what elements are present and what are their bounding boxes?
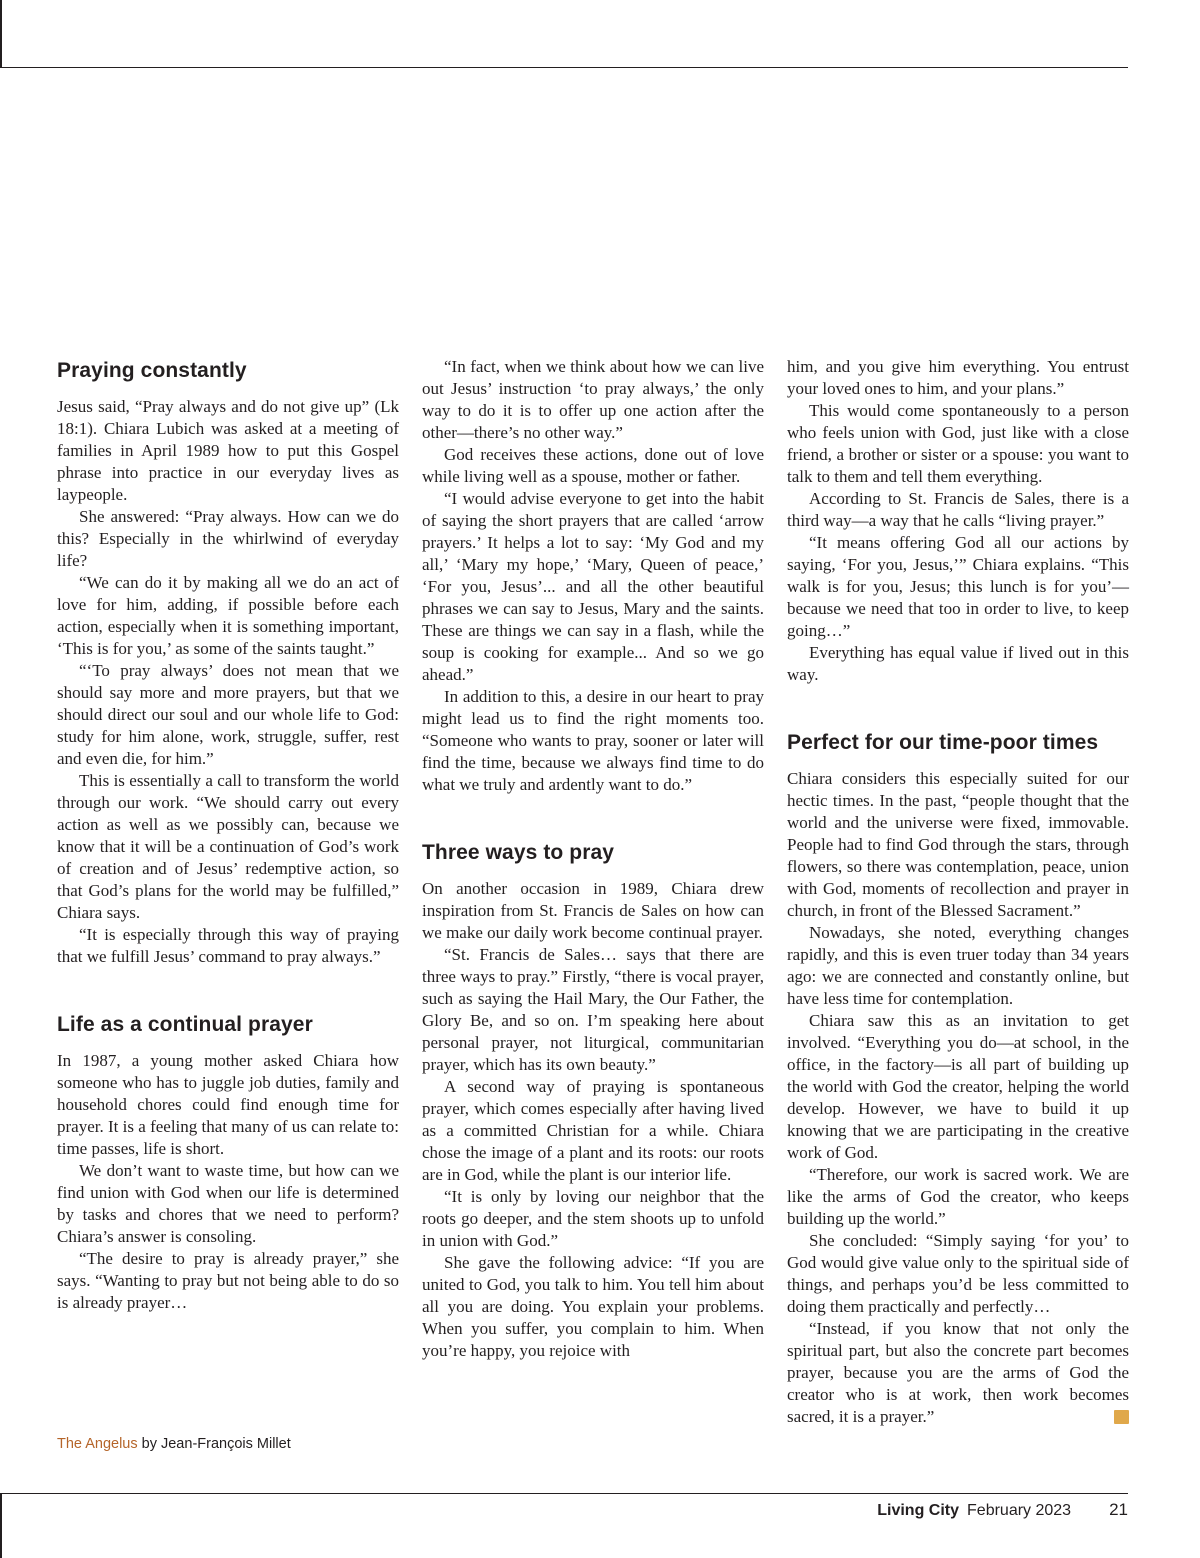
paragraph: him, and you give him everything. You entrust your loved ones to him, and your plans.”: [787, 357, 1129, 398]
paragraph: “It means offering God all our actions by saying, ‘For you, Jesus,’” Chiara explains. “This walk is for you, Jesus; this lunch is for you’—because we need that too in order to live, to keep going…”: [787, 533, 1129, 640]
issue-date: February 2023: [967, 1502, 1072, 1519]
magazine-name: Living City: [877, 1502, 960, 1519]
column-3: [787, 356, 1148, 1428]
paragraph: “I would advise everyone to get into the habit of saying the short prayers that are called ‘arrow prayers.’ It helps a lot to say: ‘My God and my all,’ ‘Mary my hope,’ ‘Mary, Queen of peace,’ ‘For you, Jesus’... and all the other beautiful phrases we can say to Jesus, Mary and the saints. These are things we can say in a flash, while the soup is cooking for example... And so we go ahead.”: [422, 489, 764, 684]
page-number: 21: [1109, 1500, 1128, 1519]
paragraph: Everything has equal value if lived out in this way.: [787, 643, 1129, 684]
heading-praying-constantly: Praying constantly: [57, 359, 247, 382]
paragraph: God receives these actions, done out of love while living well as a spouse, mother or father.: [422, 445, 764, 486]
paragraph: “The desire to pray is already prayer,” she says. “Wanting to pray but not being able to do so is already prayer…: [57, 1249, 399, 1312]
paragraph: “It is especially through this way of praying that we fulfill Jesus’ command to pray always.”: [57, 925, 399, 966]
paragraph: “In fact, when we think about how we can live out Jesus’ instruction ‘to pray always,’ the only way to do it is to offer up one action after the other—there’s no other way.”: [422, 357, 764, 442]
paragraph: “We can do it by making all we do an act of love for him, adding, if possible before each action, especially when it is something important, ‘This is for you,’ as some of the saints taught.”: [57, 573, 399, 658]
paragraph: Chiara considers this especially suited for our hectic times. In the past, “people thought that the world and the universe were fixed, immovable. People had to find God through the stars, through flowers, so there was contemplation, peace, union with God, moments of recollection and prayer in church, in front of the Blessed Sacrament.”: [787, 769, 1129, 920]
caption-artist: by Jean-François Millet: [137, 1436, 291, 1452]
paragraph: We don’t want to waste time, but how can we find union with God when our life is determined by tasks and chores that we need to perform? Chiara’s answer is consoling.: [57, 1161, 399, 1246]
final-paragraph-text: “Instead, if you know that not only the spiritual part, but also the concrete part becomes prayer, because you are the arms of God the creator who is at work, then work becomes sacred, it is a prayer.”: [787, 1319, 1129, 1426]
paragraph: According to St. Francis de Sales, there is a third way—a way that he calls “living prayer.”: [787, 489, 1129, 530]
heading-life-as-continual-prayer: Life as a continual prayer: [57, 1013, 313, 1036]
page-edge-line: [0, 0, 2, 68]
paragraph: “It is only by loving our neighbor that the roots go deeper, and the stem shoots up to unfold in union with God.”: [422, 1187, 764, 1250]
paragraph: This would come spontaneously to a person who feels union with God, just like with a close friend, a brother or sister or a spouse: you want to talk to them and tell them everything.: [787, 401, 1129, 486]
image-caption: [57, 1436, 291, 1452]
paragraph: On another occasion in 1989, Chiara drew inspiration from St. Francis de Sales on how can we make our daily work become continual prayer.: [422, 879, 764, 942]
page-footer: [877, 1500, 1128, 1520]
paragraph: Nowadays, she noted, everything changes rapidly, and this is even truer today than 34 years ago: we are connected and constantly online, but have less time for contemplation.: [787, 923, 1129, 1008]
paragraph: “‘To pray always’ does not mean that we should say more and more prayers, but that we should direct our soul and our whole life to God: study for him alone, work, struggle, suffer, rest and even die, for him.”: [57, 661, 399, 768]
paragraph: This is essentially a call to transform the world through our work. “We should carry out every action as well as we possibly can, because we know that it will be a continuation of God’s work of creation and of Jesus’ redemptive action, so that God’s plans for the world may be fulfilled,” Chiara says.: [57, 771, 399, 922]
bottom-rule: [0, 1493, 1128, 1494]
page-edge-line: [0, 1493, 2, 1558]
paragraph: She concluded: “Simply saying ‘for you’ to God would give value only to the spiritual side of things, and perhaps you’d be less committed to doing them practically and perfectly…: [787, 1231, 1129, 1316]
paragraph: Chiara saw this as an invitation to get involved. “Everything you do—at school, in the office, in the factory—is all part of building up the world with God the creator, helping the world develop. However, we have to build it up knowing that we are participating in the creative work of God.: [787, 1011, 1129, 1162]
top-rule: [0, 67, 1128, 68]
paragraph: “St. Francis de Sales… says that there are three ways to pray.” Firstly, “there is vocal prayer, such as saying the Hail Mary, the Our Father, the Glory Be, and so on. I’m speaking here about personal prayer, not liturgical, communitarian prayer, which has its own beauty.”: [422, 945, 764, 1074]
heading-three-ways-to-pray: Three ways to pray: [422, 841, 615, 864]
paragraph: A second way of praying is spontaneous prayer, which comes especially after having lived as a committed Christian for a while. Chiara chose the image of a plant and its roots: our roots are in God, while the plant is our interior life.: [422, 1077, 764, 1184]
paragraph: Jesus said, “Pray always and do not give up” (Lk 18:1). Chiara Lubich was asked at a meeting of families in April 1989 how to put this Gospel phrase into practice in our everyday lives as laypeople.: [57, 397, 399, 504]
column-1: [57, 356, 399, 1314]
paragraph: She answered: “Pray always. How can we do this? Especially in the whirlwind of everyday life?: [57, 507, 399, 570]
paragraph: She gave the following advice: “If you are united to God, you talk to him. You tell him about all you are doing. You explain your problems. When you suffer, you complain to him. When you’re happy, you rejoice with: [422, 1253, 764, 1360]
paragraph-final: [787, 1318, 1148, 1428]
paragraph: In addition to this, a desire in our heart to pray might lead us to find the right moments too. “Someone who wants to pray, sooner or later will find the time, because we always find time to do what we truly and ardently want to do.”: [422, 687, 764, 794]
paragraph: “Therefore, our work is sacred work. We are like the arms of God the creator, who keeps building up the world.”: [787, 1165, 1129, 1228]
heading-perfect-for-time-poor-times: Perfect for our time-poor times: [787, 731, 1099, 754]
column-2: [422, 356, 764, 1362]
caption-artwork-title: The Angelus: [57, 1436, 138, 1452]
paragraph: In 1987, a young mother asked Chiara how someone who has to juggle job duties, family and household chores could find enough time for prayer. It is a feeling that many of us can relate to: time passes, life is short.: [57, 1051, 399, 1158]
end-mark-icon: LC: [1114, 1410, 1129, 1424]
